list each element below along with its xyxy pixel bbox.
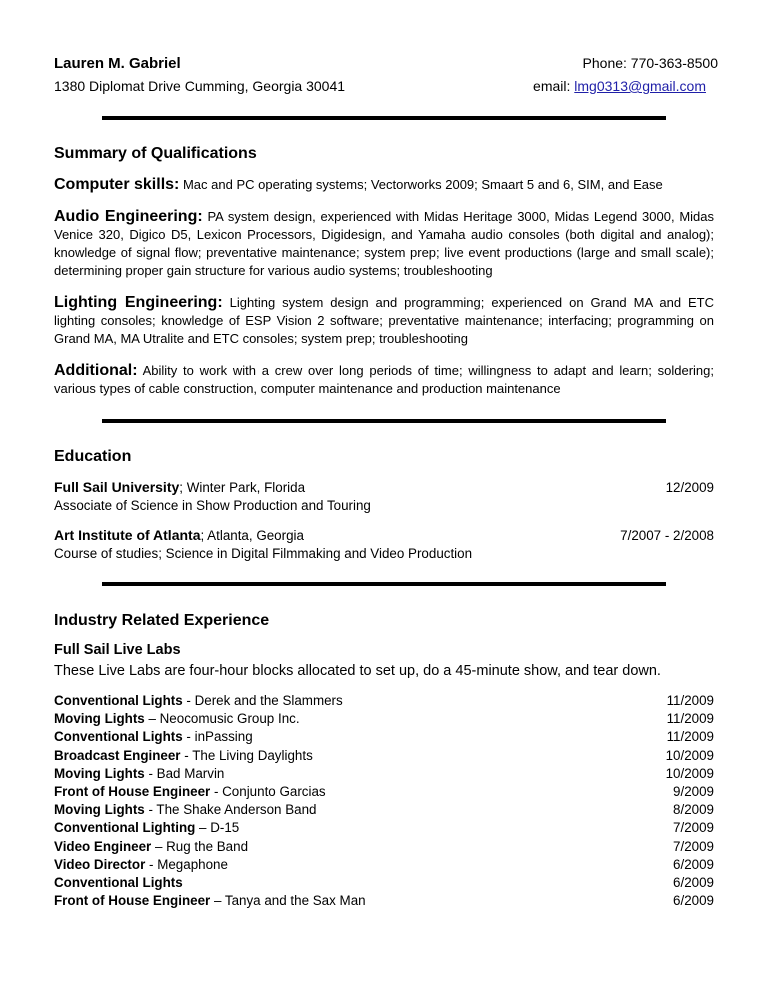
experience-separator: - bbox=[210, 784, 223, 800]
experience-role-cell bbox=[54, 765, 625, 783]
experience-date: 10/2009 bbox=[665, 747, 714, 763]
experience-act: Rug the Band bbox=[166, 838, 249, 854]
experience-row bbox=[54, 710, 714, 728]
qualification-text: Mac and PC operating systems; Vectorworks 2009; Smaart 5 and 6, SIM, and Ease bbox=[179, 177, 663, 192]
experience-row bbox=[54, 856, 714, 874]
experience-role: Video Engineer bbox=[54, 838, 152, 854]
education-detail: Associate of Science in Show Production and Touring bbox=[54, 498, 371, 513]
experience-separator: - bbox=[144, 765, 157, 781]
experience-row bbox=[54, 783, 714, 801]
experience-row bbox=[54, 819, 714, 837]
experience-act: inPassing bbox=[194, 729, 253, 745]
school-name: Full Sail University bbox=[54, 479, 180, 495]
qualification-label: Audio Engineering: bbox=[54, 208, 203, 225]
education-date: 12/2009 bbox=[665, 480, 714, 495]
experience-date: 8/2009 bbox=[673, 802, 714, 818]
section-heading-experience: Industry Related Experience bbox=[54, 612, 270, 629]
experience-separator: – bbox=[151, 838, 167, 854]
experience-separator: – bbox=[144, 711, 160, 727]
header-line-1 bbox=[54, 55, 718, 72]
experience-role-cell bbox=[54, 874, 625, 892]
email-label: email: bbox=[533, 78, 575, 94]
experience-row bbox=[54, 892, 714, 910]
experience-role: Moving Lights bbox=[54, 765, 145, 781]
experience-role-cell bbox=[54, 801, 625, 819]
qualification-label: Computer skills: bbox=[54, 176, 180, 193]
qualification-item bbox=[54, 294, 714, 348]
experience-date: 11/2009 bbox=[666, 693, 714, 708]
experience-description: These Live Labs are four-hour blocks allocated to set up, do a 45-minute show, and tear down. bbox=[54, 663, 661, 679]
experience-act: Bad Marvin bbox=[156, 765, 225, 781]
qualification-text: Lighting system design and programming; experienced on Grand MA and ETC lighting consoles; knowledge of ESP Vision 2 software; preventative maintenance; interfacing; programming on Grand MA, MA Utralite and ETC consoles; system prep; troubleshooting bbox=[54, 295, 715, 346]
experience-role-cell bbox=[54, 747, 625, 765]
experience-act: The Living Daylights bbox=[192, 747, 313, 763]
divider bbox=[102, 116, 666, 120]
experience-role-cell bbox=[54, 728, 625, 746]
experience-date: 6/2009 bbox=[673, 875, 714, 891]
experience-act: D-15 bbox=[210, 820, 240, 836]
experience-row bbox=[54, 838, 714, 856]
experience-role: Moving Lights bbox=[54, 711, 145, 727]
experience-role: Conventional Lights bbox=[54, 693, 183, 708]
experience-separator: - bbox=[182, 729, 195, 745]
qualification-item bbox=[54, 176, 714, 194]
school-name: Art Institute of Atlanta bbox=[54, 527, 201, 543]
experience-role: Conventional Lighting bbox=[54, 820, 196, 836]
experience-subheading: Full Sail Live Labs bbox=[54, 642, 181, 658]
experience-act: Derek and the Slammers bbox=[194, 693, 343, 708]
experience-row bbox=[54, 765, 714, 783]
experience-row bbox=[54, 728, 714, 746]
experience-act: Tanya and the Sax Man bbox=[224, 893, 366, 909]
experience-act: Neocomusic Group Inc. bbox=[159, 711, 300, 727]
experience-role-cell bbox=[54, 892, 625, 910]
school-location: ; Atlanta, Georgia bbox=[200, 528, 304, 543]
divider bbox=[102, 582, 666, 586]
experience-act: Megaphone bbox=[157, 856, 228, 872]
education-detail: Course of studies; Science in Digital Filmmaking and Video Production bbox=[54, 546, 473, 561]
education-entry bbox=[54, 479, 714, 495]
qualification-label: Lighting Engineering: bbox=[54, 294, 223, 311]
experience-role: Front of House Engineer bbox=[54, 893, 211, 909]
experience-role: Conventional Lights bbox=[54, 729, 183, 745]
education-date: 7/2007 - 2/2008 bbox=[620, 528, 714, 543]
experience-role: Broadcast Engineer bbox=[54, 747, 181, 763]
experience-act: Conjunto Garcias bbox=[222, 784, 326, 800]
experience-date: 10/2009 bbox=[665, 765, 714, 781]
experience-separator: - bbox=[145, 856, 158, 872]
experience-role: Front of House Engineer bbox=[54, 784, 211, 800]
school-location: ; Winter Park, Florida bbox=[179, 480, 306, 495]
experience-date: 7/2009 bbox=[673, 838, 714, 854]
qualification-label: Additional: bbox=[54, 362, 138, 379]
experience-date: 11/2009 bbox=[666, 729, 714, 745]
education-entry bbox=[54, 527, 714, 543]
qualification-item bbox=[54, 208, 714, 280]
experience-separator: – bbox=[210, 893, 225, 909]
experience-role: Conventional Lights bbox=[54, 875, 183, 891]
experience-role: Moving Lights bbox=[54, 802, 145, 818]
experience-row bbox=[54, 692, 714, 710]
experience-date: 11/2009 bbox=[666, 711, 714, 727]
section-heading-education: Education bbox=[54, 448, 132, 465]
experience-role-cell bbox=[54, 692, 625, 710]
experience-row bbox=[54, 874, 714, 892]
experience-role: Video Director bbox=[54, 856, 146, 872]
experience-separator: - bbox=[144, 802, 157, 818]
experience-role-cell bbox=[54, 783, 625, 801]
experience-role-cell bbox=[54, 819, 625, 837]
experience-separator: - bbox=[180, 747, 193, 763]
experience-role-cell bbox=[54, 838, 625, 856]
section-heading-qualifications: Summary of Qualifications bbox=[54, 145, 257, 162]
experience-separator: - bbox=[182, 693, 195, 708]
experience-act: The Shake Anderson Band bbox=[156, 802, 317, 818]
experience-table bbox=[54, 692, 714, 910]
email-line bbox=[533, 78, 706, 94]
experience-date: 9/2009 bbox=[673, 784, 714, 800]
experience-date: 6/2009 bbox=[673, 856, 714, 872]
experience-date: 7/2009 bbox=[673, 820, 714, 836]
experience-row bbox=[54, 801, 714, 819]
experience-separator: – bbox=[195, 820, 211, 836]
experience-role-cell bbox=[54, 856, 625, 874]
divider bbox=[102, 419, 666, 423]
header-line-2 bbox=[54, 78, 714, 94]
email-link[interactable]: lmg0313@gmail.com bbox=[574, 78, 706, 94]
qualification-text: Ability to work with a crew over long periods of time; willingness to adapt and learn; soldering; various types of cable construction, computer maintenance and production maintenance bbox=[54, 363, 714, 396]
phone: Phone: 770-363-8500 bbox=[582, 55, 718, 71]
qualification-text: PA system design, experienced with Midas Heritage 3000, Midas Legend 3000, Midas Venice 320, Digico D5, Lexicon Processors, Digidesign, and Yamaha audio consoles (both digital and analog); knowledge of signal flow; preventative maintenance; system prep; live event productions (large and small scale); determining proper gain structure for various audio systems; troubleshooting bbox=[54, 209, 714, 278]
address: 1380 Diplomat Drive Cumming, Georgia 30041 bbox=[54, 78, 346, 94]
applicant-name: Lauren M. Gabriel bbox=[54, 55, 181, 72]
experience-role-cell bbox=[54, 710, 625, 728]
experience-date: 6/2009 bbox=[673, 893, 714, 909]
experience-row bbox=[54, 747, 714, 765]
qualification-item bbox=[54, 362, 714, 398]
